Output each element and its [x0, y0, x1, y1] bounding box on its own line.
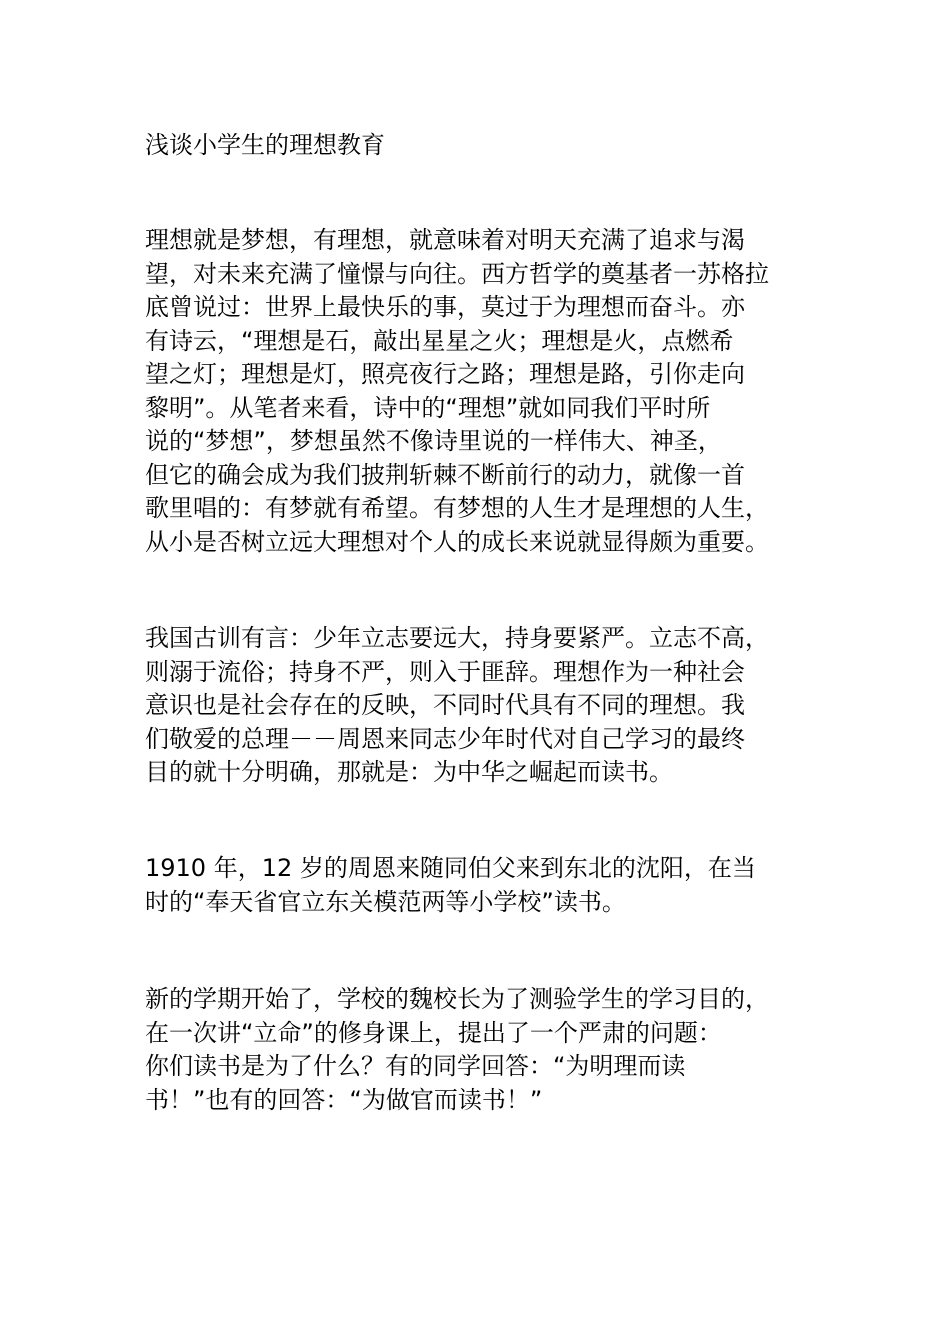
paragraph-line: 望，对未来充满了憧憬与向往。西方哲学的奠基者一苏格拉: [145, 259, 769, 288]
paragraph-line: 底曾说过：世界上最快乐的事，莫过于为理想而奋斗。亦: [145, 293, 745, 321]
paragraph-line: 目的就十分明确，那就是：为中华之崛起而读书。: [145, 758, 673, 786]
paragraph-line: 在一次讲“立命”的修身课上，提出了一个严肃的问题：: [145, 1018, 722, 1047]
document-title: 浅谈小学生的理想教育: [145, 131, 385, 159]
paragraph-line: 理想就是梦想，有理想，就意味着对明天充满了追求与渴: [145, 226, 745, 254]
paragraph-line: 说的“梦想”，梦想虽然不像诗里说的一样伟大、神圣，: [145, 427, 722, 455]
paragraph-line: 你们读书是为了什么？有的同学回答：“为明理而读: [145, 1052, 686, 1080]
paragraph-line: 新的学期开始了，学校的魏校长为了测验学生的学习目的，: [145, 985, 769, 1013]
paragraph-line: 书！”也有的回答：“为做官而读书！”: [145, 1085, 543, 1114]
paragraph-line: 歌里唱的：有梦就有希望。有梦想的人生才是理想的人生，: [145, 494, 769, 522]
paragraph-line: 则溺于流俗；持身不严，则入于匪辞。理想作为一种社会: [145, 657, 745, 686]
paragraph-line: 黎明”。从笔者来看，诗中的“理想”就如同我们平时所: [145, 393, 711, 422]
paragraph-line: 1910 年，12 岁的周恩来随同伯父来到东北的沈阳，在当: [145, 854, 756, 882]
paragraph-line: 我国古训有言：少年立志要远大，持身要紧严。立志不高，: [145, 624, 769, 652]
paragraph-2: [145, 622, 815, 790]
paragraph-line: 从小是否树立远大理想对个人的成长来说就显得颇为重要。: [145, 527, 769, 556]
paragraph-line: 时的“奉天省官立东关模范两等小学校”读书。: [145, 887, 626, 916]
paragraph-4: [145, 983, 815, 1117]
paragraph-line: 望之灯；理想是灯，照亮夜行之路；理想是路，引你走向: [145, 360, 745, 388]
paragraph-line: 有诗云，“理想是石，敲出星星之火；理想是火，点燃希: [145, 326, 734, 355]
paragraph-line: 但它的确会成为我们披荆斩棘不断前行的动力，就像一首: [145, 460, 745, 489]
paragraph-3: [145, 852, 815, 919]
paragraph-line: 们敬爱的总理－－周恩来同志少年时代对自己学习的最终: [145, 724, 745, 753]
paragraph-line: 意识也是社会存在的反映，不同时代具有不同的理想。我: [145, 691, 745, 719]
paragraph-1: [145, 224, 815, 559]
